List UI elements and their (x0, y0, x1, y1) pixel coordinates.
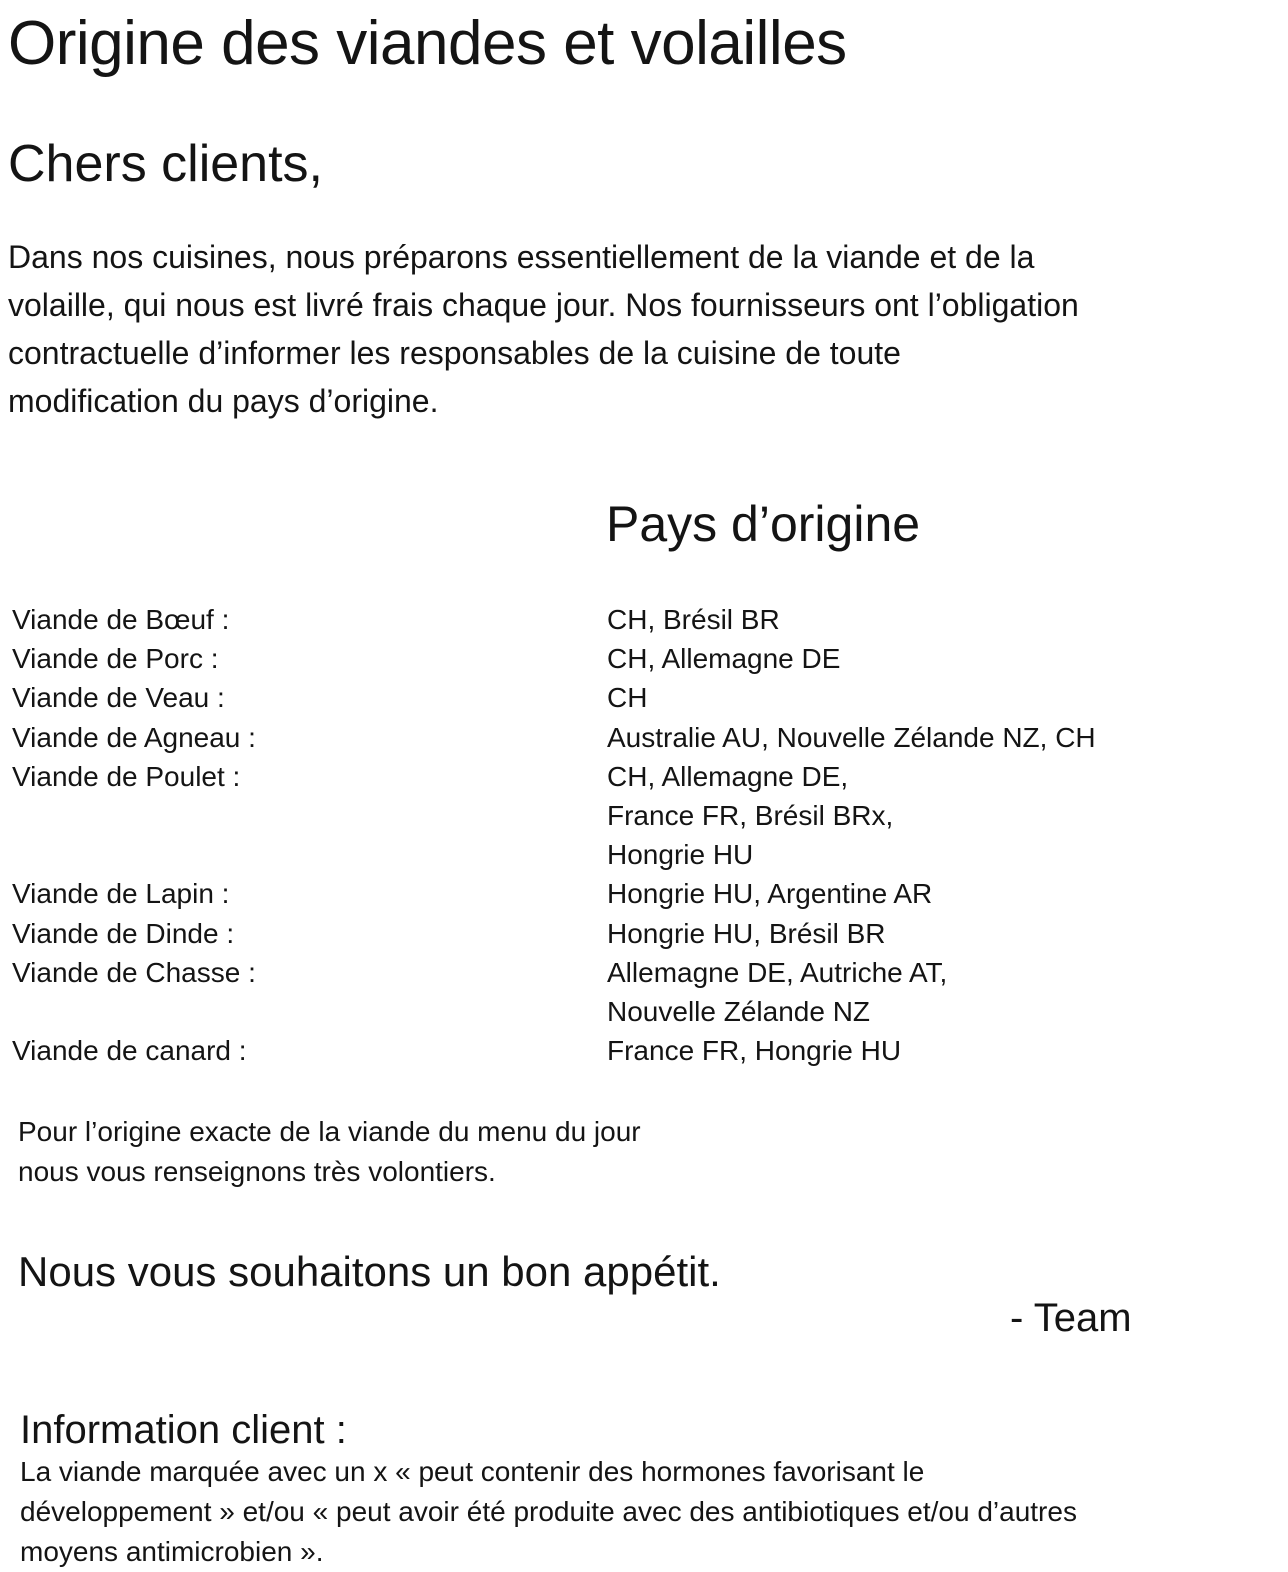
signature: - Team (1010, 1296, 1132, 1340)
table-row (12, 600, 1282, 639)
note-line: Pour l’origine exacte de la viande du menu du jour (18, 1116, 641, 1147)
meat-label: Viande de Veau : (12, 682, 225, 714)
origin-countries (607, 757, 893, 875)
origin-line: CH, Allemagne DE, (607, 760, 849, 792)
origin-countries (607, 914, 886, 953)
table-row (12, 874, 1282, 913)
origin-line: Hongrie HU, Argentine AR (607, 878, 933, 910)
origin-countries (607, 600, 780, 639)
meat-label: Viande de Dinde : (12, 917, 235, 949)
origin-countries (607, 639, 840, 678)
meat-label: Viande de Chasse : (12, 956, 256, 988)
daily-menu-note (18, 1112, 641, 1192)
origin-line: CH (607, 682, 648, 714)
document-title: Origine des viandes et volailles (8, 9, 847, 78)
greeting: Chers clients, (8, 135, 323, 193)
intro-line: contractuelle d’informer les responsables de la cuisine de toute (8, 335, 901, 371)
table-row (12, 953, 1282, 1031)
info-line: développement » et/ou « peut avoir été produite avec des antibiotiques et/ou d’autres (20, 1496, 1077, 1527)
origin-line: Allemagne DE, Autriche AT, (607, 956, 948, 988)
intro-line: modification du pays d’origine. (8, 383, 439, 419)
meat-label: Viande de Lapin : (12, 878, 230, 910)
origin-line: Nouvelle Zélande NZ (607, 996, 871, 1028)
intro-line: volaille, qui nous est livré frais chaque jour. Nos fournisseurs ont l’obligation (8, 287, 1079, 323)
origin-countries (607, 1031, 901, 1070)
info-line: La viande marquée avec un x « peut contenir des hormones favorisant le (20, 1456, 925, 1487)
origin-line: CH, Brésil BR (607, 604, 780, 635)
intro-paragraph (8, 233, 1288, 425)
origin-line: Australie AU, Nouvelle Zélande NZ, CH (607, 721, 1096, 753)
meat-label: Viande de Porc : (12, 643, 219, 675)
origin-line: Hongrie HU (607, 839, 754, 871)
table-row (12, 639, 1282, 678)
table-row (12, 757, 1282, 875)
info-line: moyens antimicrobien ». (20, 1536, 324, 1567)
origin-column-header: Pays d’origine (606, 496, 921, 552)
origin-countries (607, 953, 947, 1031)
meat-label: Viande de Bœuf : (12, 604, 230, 635)
table-row (12, 914, 1282, 953)
origin-line: France FR, Brésil BRx, (607, 800, 894, 832)
origin-line: CH, Allemagne DE (607, 643, 841, 675)
origin-table (12, 600, 1282, 1070)
table-row (12, 678, 1282, 717)
info-title: Information client : (20, 1408, 347, 1452)
meat-label: Viande de canard : (12, 1035, 247, 1067)
closing-wish: Nous vous souhaitons un bon appétit. (18, 1248, 721, 1295)
info-body (20, 1452, 1282, 1572)
table-row (12, 1031, 1282, 1070)
origin-line: Hongrie HU, Brésil BR (607, 917, 886, 949)
origin-line: France FR, Hongrie HU (607, 1035, 902, 1067)
origin-countries (607, 718, 1096, 757)
origin-countries (607, 678, 647, 717)
intro-line: Dans nos cuisines, nous préparons essentiellement de la viande et de la (8, 239, 1035, 275)
table-row (12, 718, 1282, 757)
note-line: nous vous renseignons très volontiers. (18, 1156, 496, 1187)
meat-label: Viande de Agneau : (12, 721, 256, 753)
origin-countries (607, 874, 932, 913)
meat-label: Viande de Poulet : (12, 760, 241, 792)
